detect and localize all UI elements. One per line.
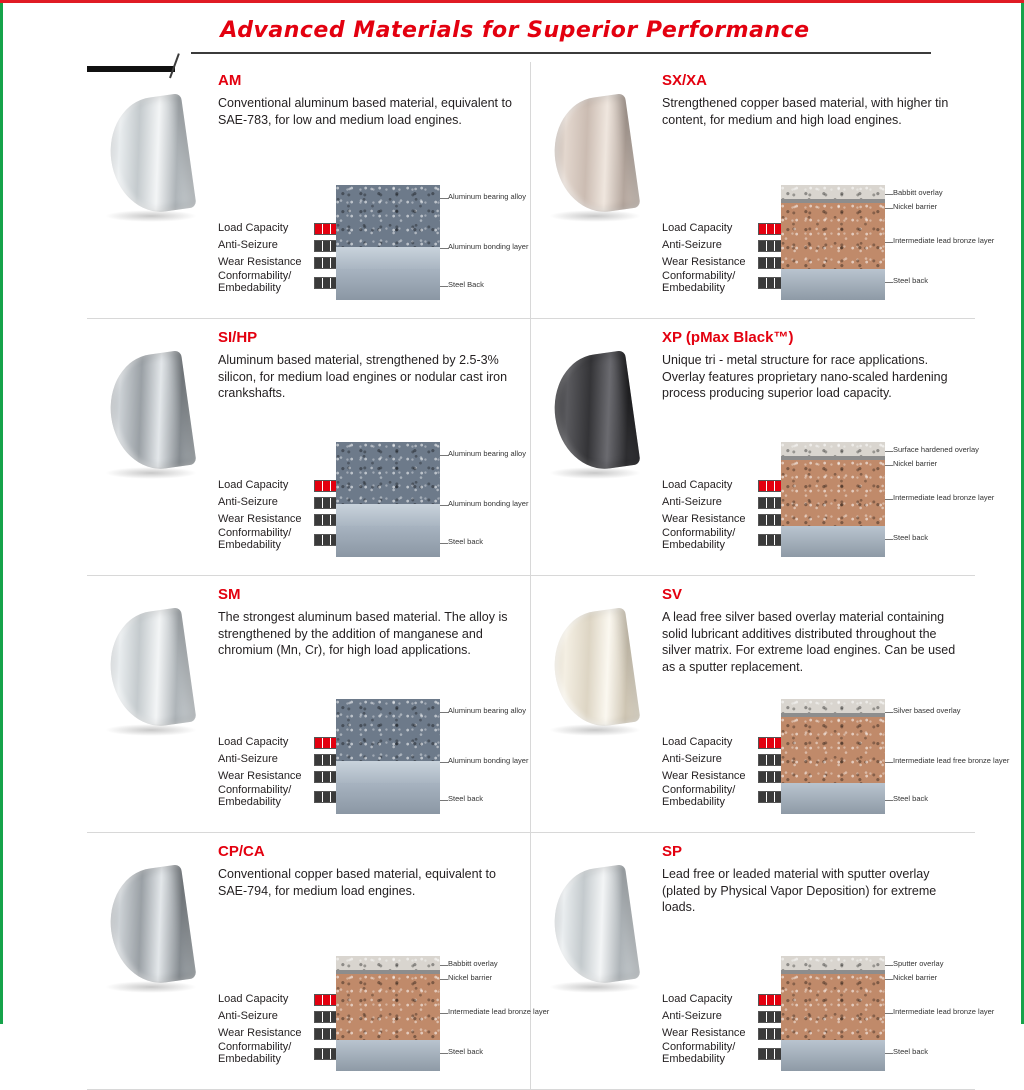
micro-label: Nickel barrier <box>448 973 493 982</box>
meter-segment <box>767 515 775 525</box>
micrograph-labels <box>440 442 529 557</box>
micro-label: Intermediate lead bronze layer <box>448 1007 550 1016</box>
micro-label: Nickel barrier <box>893 973 938 982</box>
rating-label-conformability: Conformability/ Embedability <box>218 527 292 551</box>
meter-segment <box>323 792 331 802</box>
bearing-image-column <box>97 68 212 308</box>
micro-label: Steel back <box>893 533 929 542</box>
micro-layer-bronze <box>336 974 440 1040</box>
micro-label: Aluminum bonding layer <box>448 756 529 765</box>
material-content <box>212 839 550 1079</box>
micro-label: Babbitt overlay <box>448 959 498 968</box>
meter-segment <box>759 1012 767 1022</box>
micro-label: Steel Back <box>448 280 484 289</box>
meter-segment <box>323 1012 331 1022</box>
micrograph-image <box>781 699 885 814</box>
meter-segment <box>323 278 331 288</box>
rating-label-anti-seizure: Anti-Seizure <box>662 1010 722 1023</box>
material-row <box>87 833 995 1089</box>
micro-layer-overlay <box>781 699 885 713</box>
micro-label: Steel back <box>893 794 929 803</box>
meter-segment <box>759 792 767 802</box>
meter-segment <box>323 498 331 508</box>
meter-segment <box>767 738 775 748</box>
rating-label-wear: Wear Resistance <box>218 770 302 783</box>
micro-label: Steel back <box>448 1047 484 1056</box>
micro-label: Intermediate lead bronze layer <box>893 493 995 502</box>
rating-label-anti-seizure: Anti-Seizure <box>662 753 722 766</box>
material-description: Conventional aluminum based material, equivalent to SAE-783, for low and medium load engines. <box>218 96 512 127</box>
bearing-image-column <box>541 325 656 565</box>
micrograph <box>336 699 529 814</box>
meter-segment <box>759 1029 767 1039</box>
material-description: The strongest aluminum based material. The alloy is strengthened by the addition of manganese and chromium (Mn, Cr), for high load applications. <box>218 610 508 658</box>
micrograph <box>781 699 1010 814</box>
meter-segment <box>759 995 767 1005</box>
micrograph-labels <box>885 185 995 300</box>
micrograph-image <box>336 699 440 814</box>
micro-layer-steel <box>336 783 440 814</box>
material-card <box>531 62 995 318</box>
rating-label-load: Load Capacity <box>218 479 289 492</box>
micro-layer-alloy <box>336 185 440 247</box>
meter-segment <box>323 481 331 491</box>
micrograph-image <box>781 185 885 300</box>
meter-segment <box>767 481 775 491</box>
micro-layer-steel <box>781 526 885 557</box>
micro-layer-overlay <box>781 956 885 970</box>
micro-label: Aluminum bearing alloy <box>448 706 526 715</box>
bearing-shell-image <box>547 98 647 218</box>
title-rule <box>191 52 931 54</box>
micro-layer-steel <box>781 1040 885 1071</box>
material-content <box>212 68 529 308</box>
meter-segment <box>767 995 775 1005</box>
meter-segment <box>323 772 331 782</box>
material-name: SV <box>662 586 683 603</box>
micro-layer-overlay <box>781 185 885 199</box>
meter-segment <box>315 1029 323 1039</box>
micro-layer-bronze <box>781 717 885 783</box>
rating-label-load: Load Capacity <box>218 993 289 1006</box>
micrograph <box>781 442 995 557</box>
rating-label-anti-seizure: Anti-Seizure <box>218 1010 278 1023</box>
micrograph-image <box>336 442 440 557</box>
material-card <box>87 62 531 318</box>
meter-segment <box>759 535 767 545</box>
bearing-image-column <box>541 839 656 1079</box>
bearing-shell-image <box>547 355 647 475</box>
micrograph-image <box>336 956 440 1071</box>
material-description: Aluminum based material, strengthened by 2.5-3% silicon, for medium load engines or nodular cast iron crankshafts. <box>218 353 508 401</box>
meter-segment <box>767 498 775 508</box>
meter-segment <box>767 258 775 268</box>
material-name: SP <box>662 843 683 860</box>
micro-label: Silver based overlay <box>893 706 961 715</box>
micrograph <box>336 442 529 557</box>
bearing-shell-image <box>547 869 647 989</box>
rating-label-load: Load Capacity <box>662 479 733 492</box>
rating-label-anti-seizure: Anti-Seizure <box>218 753 278 766</box>
material-description: Lead free or leaded material with sputter overlay (plated by Physical Vapor Deposition) for extreme loads. <box>662 867 937 915</box>
micrograph-labels <box>440 956 550 1071</box>
material-card <box>531 833 995 1089</box>
meter-segment <box>323 755 331 765</box>
meter-segment <box>759 278 767 288</box>
meter-segment <box>323 515 331 525</box>
meter-segment <box>759 241 767 251</box>
meter-segment <box>315 278 323 288</box>
rating-label-conformability: Conformability/ Embedability <box>218 1041 292 1065</box>
micro-layer-bronze <box>781 203 885 269</box>
bearing-image-column <box>541 68 656 308</box>
material-name: AM <box>218 72 242 89</box>
meter-segment <box>759 224 767 234</box>
rating-label-wear: Wear Resistance <box>218 513 302 526</box>
page-inner <box>43 0 1010 1065</box>
meter-segment <box>315 258 323 268</box>
material-card <box>87 319 531 575</box>
rating-label-load: Load Capacity <box>218 222 289 235</box>
meter-segment <box>767 224 775 234</box>
meter-segment <box>759 481 767 491</box>
micro-label: Nickel barrier <box>893 459 938 468</box>
meter-segment <box>767 241 775 251</box>
micro-layer-alloy <box>336 699 440 761</box>
micrograph <box>781 956 995 1071</box>
material-row <box>87 62 995 318</box>
meter-segment <box>767 1012 775 1022</box>
micro-layer-steel <box>336 269 440 300</box>
material-card <box>87 576 531 832</box>
page-title: Advanced Materials for Superior Performance <box>220 18 810 43</box>
bearing-shell-image <box>103 612 203 732</box>
material-name: SX/XA <box>662 72 708 89</box>
micro-label: Aluminum bonding layer <box>448 242 529 251</box>
meter-segment <box>315 224 323 234</box>
meter-segment <box>323 995 331 1005</box>
bearing-image-column <box>541 582 656 822</box>
micro-layer-bonding <box>336 504 440 526</box>
rating-label-conformability: Conformability/ Embedability <box>662 784 736 808</box>
material-name: XP (pMax Black™) <box>662 329 794 346</box>
meter-segment <box>759 515 767 525</box>
meter-segment <box>323 1029 331 1039</box>
micrograph-image <box>781 956 885 1071</box>
micrograph <box>781 185 995 300</box>
micro-label: Intermediate lead free bronze layer <box>893 756 1010 765</box>
meter-segment <box>315 995 323 1005</box>
rating-label-wear: Wear Resistance <box>662 256 746 269</box>
micrograph-labels <box>885 956 995 1071</box>
meter-segment <box>767 755 775 765</box>
bearing-shell-image <box>103 869 203 989</box>
meter-segment <box>315 481 323 491</box>
micro-label: Nickel barrier <box>893 202 938 211</box>
micrograph-labels <box>885 442 995 557</box>
meter-segment <box>759 772 767 782</box>
micro-label: Steel back <box>893 276 929 285</box>
material-card <box>87 833 550 1089</box>
meter-segment <box>767 278 775 288</box>
micro-label: Intermediate lead bronze layer <box>893 1007 995 1016</box>
meter-segment <box>315 755 323 765</box>
meter-segment <box>767 1049 775 1059</box>
micrograph-image <box>336 185 440 300</box>
rating-label-wear: Wear Resistance <box>218 1027 302 1040</box>
bearing-shell-image <box>547 612 647 732</box>
meter-segment <box>323 241 331 251</box>
material-content <box>656 839 995 1079</box>
material-row <box>87 576 1010 832</box>
rating-label-wear: Wear Resistance <box>662 513 746 526</box>
meter-segment <box>759 755 767 765</box>
micro-layer-steel <box>336 1040 440 1071</box>
meter-segment <box>759 498 767 508</box>
micro-label: Steel back <box>448 537 484 546</box>
rating-label-conformability: Conformability/ Embedability <box>218 784 292 808</box>
micro-label: Steel back <box>448 794 484 803</box>
micro-layer-alloy <box>336 442 440 504</box>
micrograph-image <box>781 442 885 557</box>
micro-label: Intermediate lead bronze layer <box>893 236 995 245</box>
material-row <box>87 319 995 575</box>
bearing-image-column <box>97 839 212 1079</box>
rating-label-anti-seizure: Anti-Seizure <box>662 239 722 252</box>
micro-label: Babbitt overlay <box>893 188 943 197</box>
meter-segment <box>323 1049 331 1059</box>
bearing-shell-image <box>103 355 203 475</box>
micro-label: Steel back <box>893 1047 929 1056</box>
meter-segment <box>767 535 775 545</box>
meter-segment <box>323 258 331 268</box>
micrograph <box>336 956 550 1071</box>
rating-label-conformability: Conformability/ Embedability <box>218 270 292 294</box>
material-description: Unique tri - metal structure for race applications. Overlay features proprietary nano-scaled hardening process producing superior load capacity. <box>662 353 948 401</box>
meter-segment <box>315 241 323 251</box>
rating-label-wear: Wear Resistance <box>662 1027 746 1040</box>
meter-segment <box>315 792 323 802</box>
bearing-image-column <box>97 582 212 822</box>
micro-layer-bonding <box>336 247 440 269</box>
micro-label: Surface hardened overlay <box>893 445 979 454</box>
meter-segment <box>759 258 767 268</box>
material-card <box>531 576 1010 832</box>
rating-label-conformability: Conformability/ Embedability <box>662 270 736 294</box>
meter-segment <box>759 738 767 748</box>
meter-segment <box>315 738 323 748</box>
material-description: Conventional copper based material, equivalent to SAE-794, for medium load engines. <box>218 867 496 898</box>
micrograph-labels <box>885 699 1010 814</box>
meter-segment <box>315 1012 323 1022</box>
micro-label: Aluminum bonding layer <box>448 499 529 508</box>
rating-label-anti-seizure: Anti-Seizure <box>662 496 722 509</box>
meter-segment <box>315 535 323 545</box>
material-content <box>212 325 529 565</box>
micro-layer-steel <box>336 526 440 557</box>
meter-segment <box>767 1029 775 1039</box>
meter-segment <box>323 224 331 234</box>
rating-label-load: Load Capacity <box>218 736 289 749</box>
bearing-image-column <box>97 325 212 565</box>
material-content <box>656 325 995 565</box>
micro-layer-steel <box>781 783 885 814</box>
meter-segment <box>323 535 331 545</box>
rating-label-load: Load Capacity <box>662 222 733 235</box>
material-description: A lead free silver based overlay material containing solid lubricant additives distributed throughout the silver matrix. For extreme load engines. Can be used as a sputter replacement. <box>662 610 956 674</box>
micro-layer-steel <box>781 269 885 300</box>
meter-segment <box>315 1049 323 1059</box>
rating-label-anti-seizure: Anti-Seizure <box>218 239 278 252</box>
material-content <box>656 68 995 308</box>
material-name: SM <box>218 586 241 603</box>
micro-label: Aluminum bearing alloy <box>448 192 526 201</box>
rating-label-wear: Wear Resistance <box>662 770 746 783</box>
rating-label-conformability: Conformability/ Embedability <box>662 1041 736 1065</box>
bearing-shell-image <box>103 98 203 218</box>
material-name: SI/HP <box>218 329 258 346</box>
material-name: CP/CA <box>218 843 265 860</box>
material-content <box>212 582 529 822</box>
meter-segment <box>767 772 775 782</box>
material-description: Strengthened copper based material, with higher tin content, for medium and high load engines. <box>662 96 949 127</box>
rating-label-wear: Wear Resistance <box>218 256 302 269</box>
meter-segment <box>315 515 323 525</box>
meter-segment <box>315 772 323 782</box>
rating-label-load: Load Capacity <box>662 993 733 1006</box>
micrograph-labels <box>440 185 529 300</box>
material-card <box>531 319 995 575</box>
meter-segment <box>767 792 775 802</box>
materials-grid <box>87 62 1010 1090</box>
micro-label: Sputter overlay <box>893 959 944 968</box>
meter-segment <box>323 738 331 748</box>
micro-layer-bronze <box>781 460 885 526</box>
rating-label-anti-seizure: Anti-Seizure <box>218 496 278 509</box>
micrograph-labels <box>440 699 529 814</box>
micro-layer-overlay <box>336 956 440 970</box>
material-content <box>656 582 1010 822</box>
micrograph <box>336 185 529 300</box>
micro-label: Aluminum bearing alloy <box>448 449 526 458</box>
micro-layer-bronze <box>781 974 885 1040</box>
rating-label-load: Load Capacity <box>662 736 733 749</box>
meter-segment <box>759 1049 767 1059</box>
rating-label-conformability: Conformability/ Embedability <box>662 527 736 551</box>
micro-layer-bonding <box>336 761 440 783</box>
micro-layer-overlay <box>781 442 885 456</box>
meter-segment <box>315 498 323 508</box>
